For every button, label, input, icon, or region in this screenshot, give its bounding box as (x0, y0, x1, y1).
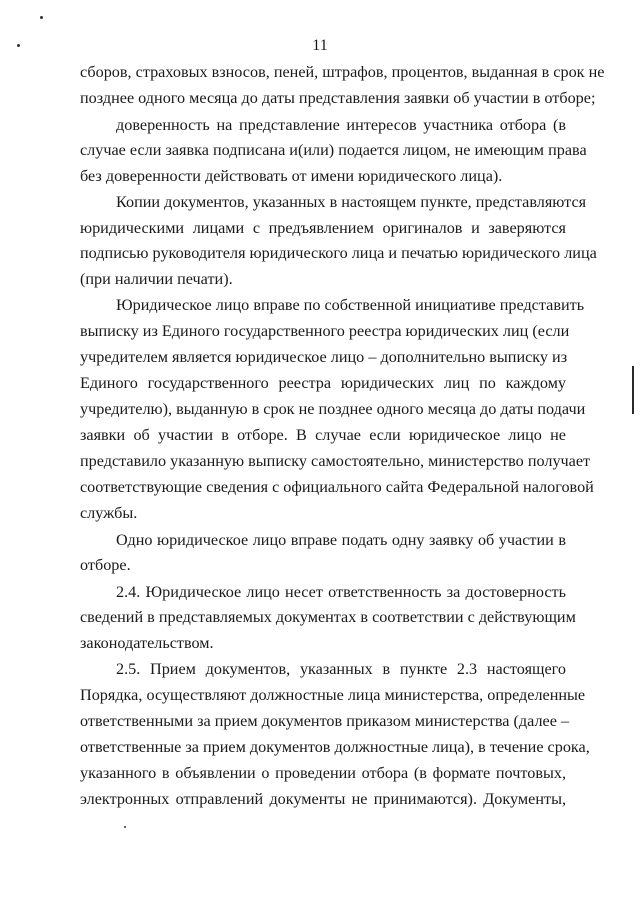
text-line: отборе. (80, 556, 131, 574)
text-line: позднее одного месяца до даты представления заявки об участии в отборе; (80, 89, 596, 107)
text-line: доверенность на представление интересов участника отбора (в (116, 116, 566, 134)
text-line: электронных отправлений документы не принимаются). Документы, (80, 790, 566, 808)
text-line: Копии документов, указанных в настоящем пункте, представляются (116, 193, 587, 211)
text-line: Единого государственного реестра юридических лиц по каждому (80, 374, 566, 392)
text-line: Одно юридическое лицо вправе подать одну заявку об участии в (116, 531, 566, 549)
scan-speck (124, 826, 126, 828)
text-line: ответственными за прием документов приказом министерства (далее – (80, 712, 570, 730)
text-line: (при наличии печати). (80, 270, 233, 288)
page-number: 11 (312, 37, 328, 54)
text-line: юридическими лицами с предъявлением оригиналов и заверяются (80, 219, 566, 237)
text-line: ответственные за прием документов должностные лица), в течение срока, (80, 738, 590, 756)
text-line: учредителем является юридическое лицо – дополнительно выписку из (80, 348, 568, 366)
text-line: подписью руководителя юридического лица и печатью юридического лица (80, 244, 597, 262)
scan-edge-mark (632, 366, 634, 414)
text-line: соответствующие сведения с официального сайта Федеральной налоговой (80, 478, 594, 496)
text-line: случае если заявка подписана и(или) подается лицом, не имеющим права (80, 141, 587, 159)
text-line: выписку из Единого государственного реестра юридических лиц (если (80, 322, 570, 340)
text-line: 2.4. Юридическое лицо несет ответственность за достоверность (116, 583, 566, 601)
text-line: сборов, страховых взносов, пеней, штрафов, процентов, выданная в срок не (80, 63, 605, 81)
text-line: Юридическое лицо вправе по собственной инициативе представить (116, 296, 585, 314)
text-line: сведений в представляемых документах в соответствии с действующим (80, 608, 576, 626)
text-line: 2.5. Прием документов, указанных в пункте 2.3 настоящего (116, 660, 566, 678)
text-line: Порядка, осуществляют должностные лица министерства, определенные (80, 686, 586, 704)
text-line: учредителю), выданную в срок не позднее одного месяца до даты подачи (80, 400, 586, 418)
text-line: указанного в объявлении о проведении отбора (в формате почтовых, (80, 764, 566, 782)
text-line: представило указанную выписку самостоятельно, министерство получает (80, 452, 591, 470)
text-line: без доверенности действовать от имени юридического лица). (80, 167, 503, 185)
scan-speck (40, 16, 43, 19)
text-line: законодательством. (80, 634, 214, 652)
text-line: службы. (80, 504, 138, 522)
text-line: заявки об участии в отборе. В случае если юридическое лицо не (80, 426, 566, 444)
